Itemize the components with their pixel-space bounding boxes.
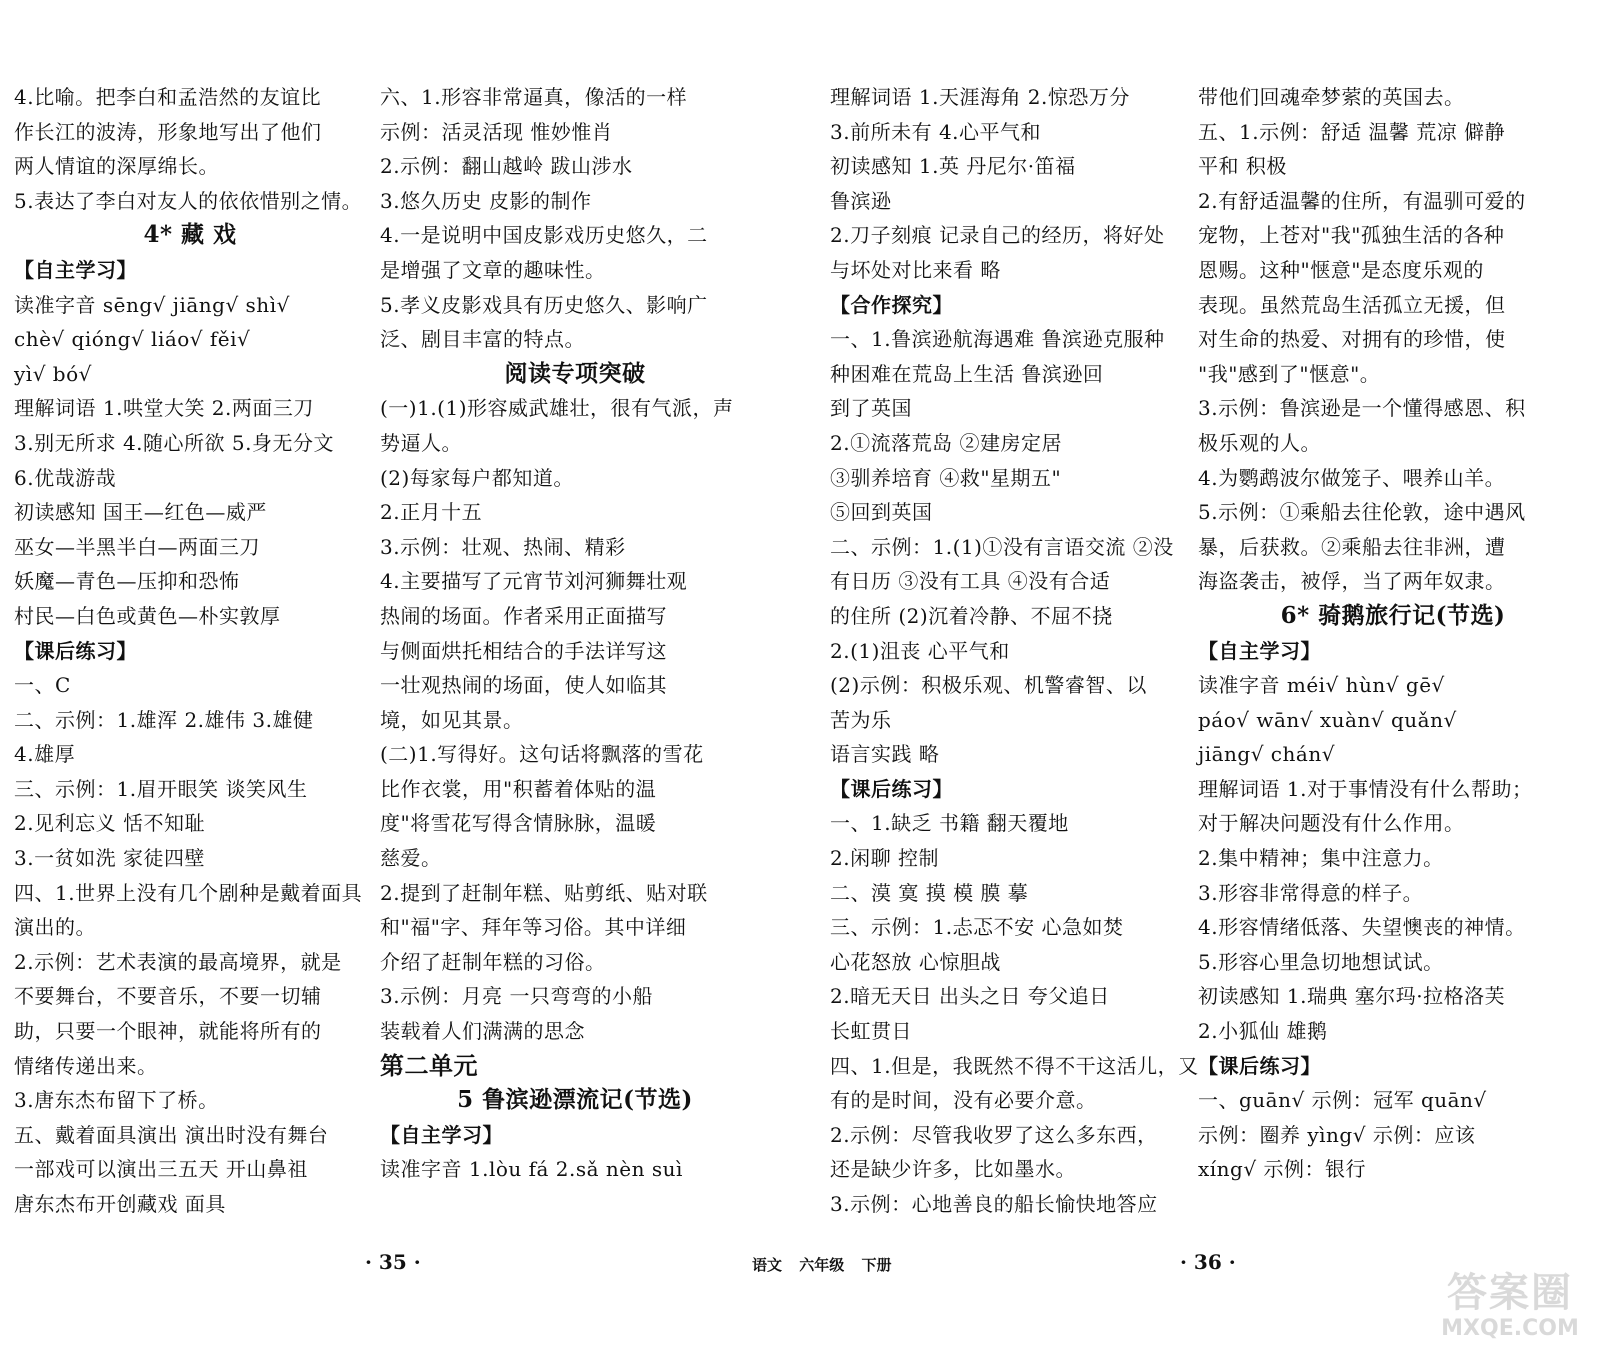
answer-line: 三、示例：1.忐忑不安 心急如焚 (830, 915, 1124, 940)
answer-line: 海盗袭击，被俘，当了两年奴隶。 (1198, 569, 1506, 594)
answer-line: 有的是时间，没有必要介意。 (830, 1088, 1097, 1113)
answer-line: 暴，后获救。②乘船去往非洲，遭 (1198, 534, 1506, 559)
watermark-text: 答案圈 (1447, 1270, 1573, 1316)
answer-line: chè√ qióng√ liáo√ fěi√ (14, 327, 251, 352)
answer-line: 2.示例：尽管我收罗了这么多东西， (830, 1122, 1158, 1147)
page-number-left: · 35 · (365, 1250, 421, 1274)
column-1 (14, 80, 366, 1222)
column-3 (830, 80, 1199, 1222)
answer-line: 理解词语 1.哄堂大笑 2.两面三刀 (14, 396, 314, 421)
book-footer-title: 语文 六年级 下册 (752, 1256, 892, 1274)
answer-line: 恩赐。这种"惬意"是态度乐观的 (1198, 257, 1484, 282)
answer-line: 读准字音 sēng√ jiāng√ shì√ (14, 292, 290, 317)
answer-line: 与侧面烘托相结合的手法详写这 (380, 638, 667, 663)
answer-line: 长虹贯日 (830, 1019, 912, 1044)
answer-line: (一)1.(1)形容威武雄壮，很有气派，声 (380, 396, 734, 421)
answer-line: 3.唐东杰布留下了桥。 (14, 1088, 219, 1113)
answer-line: 2.正月十五 (380, 500, 483, 525)
answer-line: 一、1.缺乏 书籍 翻天覆地 (830, 811, 1069, 836)
answer-line: 作长江的波涛，形象地写出了他们 (14, 119, 322, 144)
section-label: 【课后练习】 (1198, 1053, 1321, 1078)
answer-line: 对生命的热爱、对拥有的珍惜，使 (1198, 327, 1506, 352)
answer-line: (二)1.写得好。这句话将飘落的雪花 (380, 742, 704, 767)
column-4 (1198, 80, 1588, 1187)
column-2 (380, 80, 770, 1187)
answer-line: 2.示例：翻山越岭 跋山涉水 (380, 154, 633, 179)
answer-line: 2.闲聊 控制 (830, 846, 939, 871)
answer-line: 5.示例：①乘船去往伦敦，途中遇风 (1198, 500, 1526, 525)
answer-line: 一、C (14, 673, 71, 698)
answer-line: 热闹的场面。作者采用正面描写 (380, 603, 667, 628)
answer-line: 二、示例：1.雄浑 2.雄伟 3.雄健 (14, 707, 314, 732)
answer-line: 一部戏可以演出三五天 开山鼻祖 (14, 1157, 308, 1182)
answer-line: ⑤回到英国 (830, 500, 933, 525)
answer-line: 读准字音 méi√ hùn√ gē√ (1198, 673, 1445, 698)
answer-line: 与坏处对比来看 略 (830, 257, 1001, 282)
answer-line: 初读感知 国王—红色—威严 (14, 500, 267, 525)
answer-line: 2.(1)沮丧 心平气和 (830, 638, 1010, 663)
answer-line: 装载着人们满满的思念 (380, 1019, 585, 1044)
answer-line: 5.孝义皮影戏具有历史悠久、影响广 (380, 292, 708, 317)
answer-line: 两人情谊的深厚绵长。 (14, 154, 219, 179)
answer-line: 六、1.形容非常逼真，像活的一样 (380, 85, 688, 109)
answer-line: 2.集中精神；集中注意力。 (1198, 846, 1444, 871)
answer-line: (2)每家每户都知道。 (380, 465, 574, 490)
answer-line: 一壮观热闹的场面，使人如临其 (380, 673, 667, 698)
answer-line: 种困难在荒岛上生活 鲁滨逊回 (830, 361, 1104, 386)
answer-line: 唐东杰布开创藏戏 面具 (14, 1192, 226, 1216)
answer-line: 4.形容情绪低落、失望懊丧的神情。 (1198, 915, 1526, 940)
section-label: 【自主学习】 (14, 257, 137, 282)
answer-line: 度"将雪花写得含情脉脉，温暖 (380, 811, 657, 836)
answer-line: 一、1.鲁滨逊航海遇难 鲁滨逊克服种 (830, 327, 1165, 352)
unit-title: 第二单元 (380, 1050, 478, 1080)
answer-line: 2.有舒适温馨的住所，有温驯可爱的 (1198, 188, 1526, 213)
answer-line: 表现。虽然荒岛生活孤立无援，但 (1198, 292, 1506, 317)
answer-line: 四、1.世界上没有几个剧种是戴着面具 (14, 880, 363, 905)
answer-line: 三、示例：1.眉开眼笑 谈笑风生 (14, 776, 308, 801)
answer-line: 到了英国 (830, 396, 912, 421)
answer-line: 还是缺少许多，比如墨水。 (830, 1157, 1076, 1182)
answer-line: 慈爱。 (380, 846, 442, 871)
answer-line: 3.示例：鲁滨逊是一个懂得感恩、积 (1198, 396, 1526, 421)
answer-line: 4.为鹦鹉波尔做笼子、喂养山羊。 (1198, 465, 1506, 490)
section-title: 6* 骑鹅旅行记(节选) (1280, 601, 1506, 629)
answer-line: 4.主要描写了元宵节刘河狮舞壮观 (380, 569, 688, 594)
answer-line: 泛、剧目丰富的特点。 (380, 327, 585, 352)
answer-line: 境，如见其景。 (380, 707, 524, 732)
answer-line: 平和 积极 (1198, 154, 1287, 179)
answer-line: jiāng√ chán√ (1198, 742, 1335, 767)
answer-line: 3.形容非常得意的样子。 (1198, 880, 1424, 905)
answer-line: 6.优哉游哉 (14, 465, 117, 490)
answer-line: 巫女—半黑半白—两面三刀 (14, 534, 260, 559)
answer-line: 演出的。 (14, 915, 96, 940)
answer-line: 有日历 ③没有工具 ④没有合适 (830, 569, 1111, 594)
answer-line: 2.提到了赶制年糕、贴剪纸、贴对联 (380, 880, 708, 905)
answer-line: ③驯养培育 ④救"星期五" (830, 465, 1062, 490)
answer-line: 不要舞台，不要音乐，不要一切辅 (14, 984, 322, 1009)
answer-line: 3.示例：月亮 一只弯弯的小船 (380, 984, 653, 1009)
answer-line: 初读感知 1.英 丹尼尔·笛福 (830, 154, 1076, 179)
answer-line: 情绪传递出来。 (14, 1053, 158, 1078)
answer-line: 4.一是说明中国皮影戏历史悠久，二 (380, 223, 708, 248)
answer-line: 2.①流落荒岛 ②建房定居 (830, 430, 1062, 455)
answer-line: 是增强了文章的趣味性。 (380, 257, 606, 282)
answer-line: 5.表达了李白对友人的依依惜别之情。 (14, 188, 363, 213)
answer-line: 介绍了赶制年糕的习俗。 (380, 949, 606, 974)
answer-line: 比作衣裳，用"积蓄着体贴的温 (380, 776, 657, 801)
answer-line: 4.比喻。把李白和孟浩然的友谊比 (14, 85, 322, 109)
answer-line: 势逼人。 (380, 430, 462, 455)
answer-line: páo√ wān√ xuàn√ quǎn√ (1198, 707, 1457, 732)
answer-line: 理解词语 1.对于事情没有什么帮助； (1198, 776, 1533, 801)
answer-line: 初读感知 1.瑞典 塞尔玛·拉格洛芙 (1198, 984, 1506, 1009)
answer-line: (2)示例：积极乐观、机警睿智、以 (830, 673, 1147, 698)
answer-line: yì√ bó√ (14, 361, 92, 386)
answer-line: 2.见利忘义 恬不知耻 (14, 811, 205, 836)
section-label: 【课后练习】 (830, 776, 953, 801)
answer-line: 4.雄厚 (14, 742, 76, 767)
section-label: 【合作探究】 (830, 292, 953, 317)
answer-line: 和"福"字、拜年等习俗。其中详细 (380, 915, 687, 940)
answer-line: 心花怒放 心惊胆战 (830, 949, 1001, 974)
answer-line: 一、guān√ 示例：冠军 quān√ (1198, 1088, 1487, 1113)
section-title: 阅读专项突破 (504, 359, 646, 387)
answer-line: 3.别无所求 4.随心所欲 5.身无分文 (14, 430, 334, 455)
answer-line: 对于解决问题没有什么作用。 (1198, 811, 1465, 836)
section-title: 5 鲁滨逊漂流记(节选) (457, 1086, 693, 1114)
answer-line: 二、示例：1.(1)①没有言语交流 ②没 (830, 534, 1174, 559)
answer-line: 3.前所未有 4.心平气和 (830, 119, 1042, 144)
answer-line: 鲁滨逊 (830, 188, 892, 213)
answer-line: 苦为乐 (830, 707, 892, 732)
watermark-url: MXQE.COM (1441, 1316, 1579, 1341)
section-label: 【自主学习】 (380, 1122, 503, 1147)
answer-line: 示例：圈养 yìng√ 示例：应该 (1198, 1122, 1476, 1147)
answer-line: 5.形容心里急切地想试试。 (1198, 949, 1444, 974)
answer-line: 五、1.示例：舒适 温馨 荒凉 僻静 (1198, 119, 1506, 144)
page-number-right: · 36 · (1180, 1250, 1236, 1274)
answer-line: 的住所 (2)沉着冷静、不屈不挠 (830, 603, 1113, 628)
answer-line: 妖魔—青色—压抑和恐怖 (14, 569, 240, 594)
watermark-logo (1430, 1270, 1590, 1348)
section-title: 4* 藏 戏 (143, 221, 237, 249)
answer-line: 语言实践 略 (830, 742, 940, 767)
answer-line: 2.刀子刻痕 记录自己的经历，将好处 (830, 223, 1165, 248)
answer-line: 助，只要一个眼神，就能将所有的 (14, 1019, 322, 1044)
answer-line: 理解词语 1.天涯海角 2.惊恐万分 (830, 85, 1130, 109)
answer-line: 3.悠久历史 皮影的制作 (380, 188, 592, 213)
answer-line: 2.暗无天日 出头之日 夸父追日 (830, 984, 1110, 1009)
answer-line: 四、1.但是，我既然不得不干这活儿，又 (830, 1053, 1199, 1078)
answer-line: 极乐观的人。 (1198, 430, 1321, 455)
answer-line: 带他们回魂牵梦萦的英国去。 (1198, 85, 1465, 109)
answer-line: 3.示例：壮观、热闹、精彩 (380, 534, 626, 559)
answer-line: 五、戴着面具演出 演出时没有舞台 (14, 1122, 329, 1147)
answer-line: 3.一贫如洗 家徒四壁 (14, 846, 205, 871)
section-label: 【课后练习】 (14, 638, 137, 663)
answer-line: 二、漠 寞 摸 模 膜 摹 (830, 880, 1029, 905)
answer-line: xíng√ 示例：银行 (1198, 1157, 1366, 1182)
answer-line: 宠物，上苍对"我"孤独生活的各种 (1198, 223, 1505, 248)
section-label: 【自主学习】 (1198, 638, 1321, 663)
answer-line: "我"感到了"惬意"。 (1198, 361, 1381, 386)
answer-line: 读准字音 1.lòu fá 2.sǎ nèn suì (380, 1157, 683, 1182)
answer-line: 2.示例：艺术表演的最高境界，就是 (14, 949, 342, 974)
answer-line: 3.示例：心地善良的船长愉快地答应 (830, 1192, 1158, 1216)
answer-line: 示例：活灵活现 惟妙惟肖 (380, 119, 613, 144)
answer-line: 2.小狐仙 雄鹅 (1198, 1019, 1328, 1044)
answer-line: 村民—白色或黄色—朴实敦厚 (14, 603, 281, 628)
